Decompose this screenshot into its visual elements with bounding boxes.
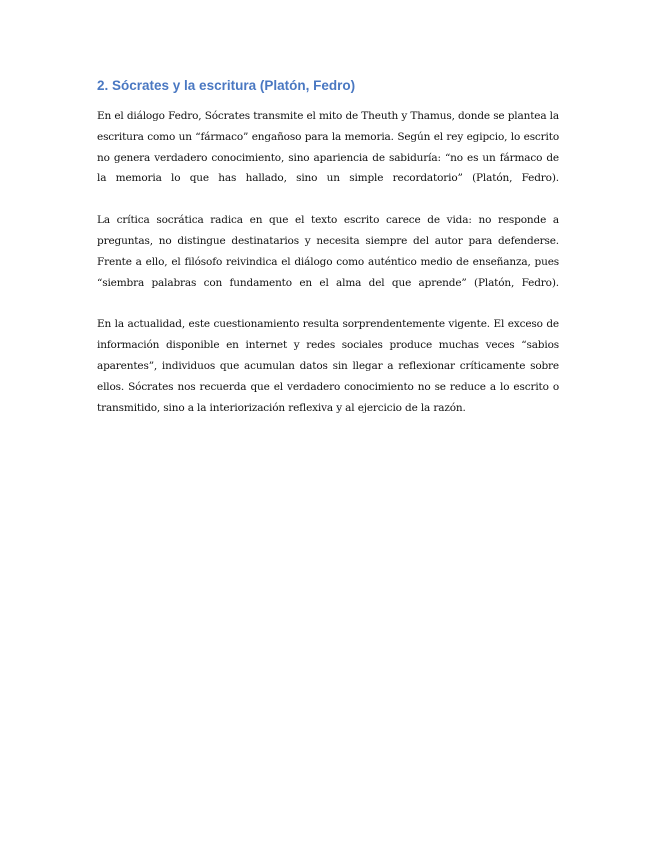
document-body — [97, 78, 559, 439]
paragraph-3: En la actualidad, este cuestionamiento resulta sorprendentemente vigente. El exceso de información disponible en internet y redes sociales produce muchas veces “sabios aparentes”, individuos que acumulan datos sin llegar a reflexionar críticamente sobre ellos. Sócrates nos recuerda que el verdadero conocimiento no se reduce a lo escrito o transmitido, sino a la interiorización reflexiva y al ejercicio de la razón. — [97, 318, 559, 414]
section-heading: 2. Sócrates y la escritura (Platón, Fedro) — [97, 78, 356, 93]
paragraph-1: En el diálogo Fedro, Sócrates transmite el mito de Theuth y Thamus, donde se plantea la escritura como un “fármaco” engañoso para la memoria. Según el rey egipcio, lo escrito no genera verdadero conocimiento, sino apariencia de sabiduría: “no es un fármaco de la memoria lo que has hallado, sino un simple recordatorio” (Platón, Fedro). — [97, 110, 559, 185]
paragraph-2: La crítica socrática radica en que el texto escrito carece de vida: no responde a preguntas, no distingue destinatarios y necesita siempre del autor para defenderse. Frente a ello, el filósofo reivindica el diálogo como auténtico medio de enseñanza, pues “siembra palabras con fundamento en el alma del que aprende” (Platón, Fedro). — [97, 214, 559, 289]
